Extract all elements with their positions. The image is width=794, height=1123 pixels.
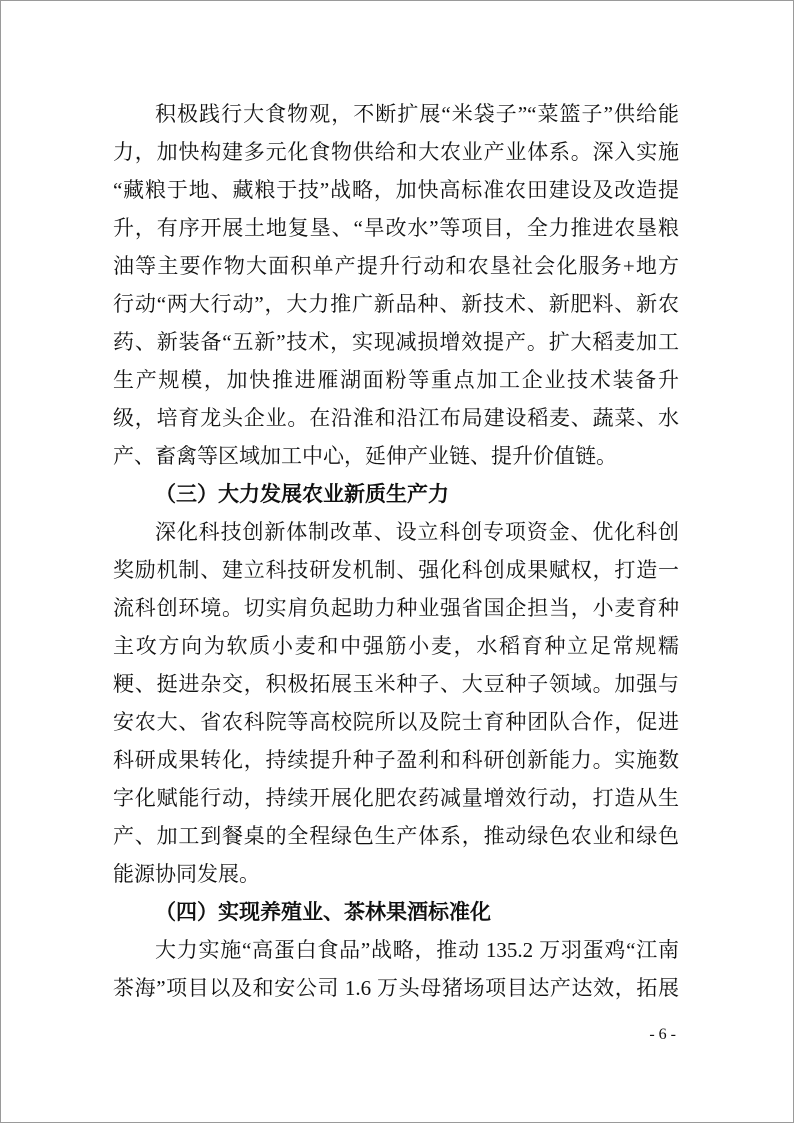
text-line: 茶海”项目以及和安公司 1.6 万头母猪场项目达产达效，拓展 — [113, 976, 679, 1000]
text-line: 能源协同发展。 — [113, 862, 260, 886]
text-line: 产、加工到餐桌的全程绿色生产体系，推动绿色农业和绿色 — [113, 824, 679, 848]
text-line: 大力实施“高蛋白食品”战略，推动 135.2 万羽蛋鸡“江南 — [155, 938, 679, 962]
text-line: 粳、挺进杂交，积极拓展玉米种子、大豆种子领域。加强与 — [113, 672, 679, 696]
page-number: - 6 - — [649, 1026, 676, 1043]
text-line: 流科创环境。切实肩负起助力种业强省国企担当，小麦育种 — [113, 596, 679, 620]
text-line: 主攻方向为软质小麦和中强筋小麦，水稻育种立足常规糯 — [113, 634, 679, 658]
text-line: 安农大、省农科院等高校院所以及院士育种团队合作，促进 — [113, 710, 679, 734]
section-heading-three: （三）大力发展农业新质生产力 — [155, 482, 449, 506]
document-body — [113, 95, 679, 1007]
text-line: 深化科技创新体制改革、设立科创专项资金、优化科创 — [155, 520, 679, 544]
text-line: “藏粮于地、藏粮于技”战略，加快高标准农田建设及改造提 — [113, 178, 679, 202]
text-line: 生产规模，加快推进雁湖面粉等重点加工企业技术装备升 — [113, 368, 679, 392]
text-line: 油等主要作物大面积单产提升行动和农垦社会化服务+地方 — [113, 254, 679, 278]
text-line: 积极践行大食物观，不断扩展“米袋子”“菜篮子”供给能 — [155, 102, 679, 126]
text-line: 字化赋能行动，持续开展化肥农药减量增效行动，打造从生 — [113, 786, 679, 810]
text-line: 行动“两大行动”，大力推广新品种、新技术、新肥料、新农 — [113, 292, 679, 316]
text-line: 力，加快构建多元化食物供给和大农业产业体系。深入实施 — [113, 140, 679, 164]
text-line: 奖励机制、建立科技研发机制、强化科创成果赋权，打造一 — [113, 558, 679, 582]
text-line: 升，有序开展土地复垦、“旱改水”等项目，全力推进农垦粮 — [113, 216, 679, 240]
text-line: 级，培育龙头企业。在沿淮和沿江布局建设稻麦、蔬菜、水 — [113, 406, 679, 430]
text-line: 产、畜禽等区域加工中心，延伸产业链、提升价值链。 — [113, 444, 617, 468]
section-heading-four: （四）实现养殖业、茶林果酒标准化 — [155, 900, 491, 924]
text-line: 药、新装备“五新”技术，实现减损增效提产。扩大稻麦加工 — [113, 330, 679, 354]
text-line: 科研成果转化，持续提升种子盈利和科研创新能力。实施数 — [113, 748, 679, 772]
